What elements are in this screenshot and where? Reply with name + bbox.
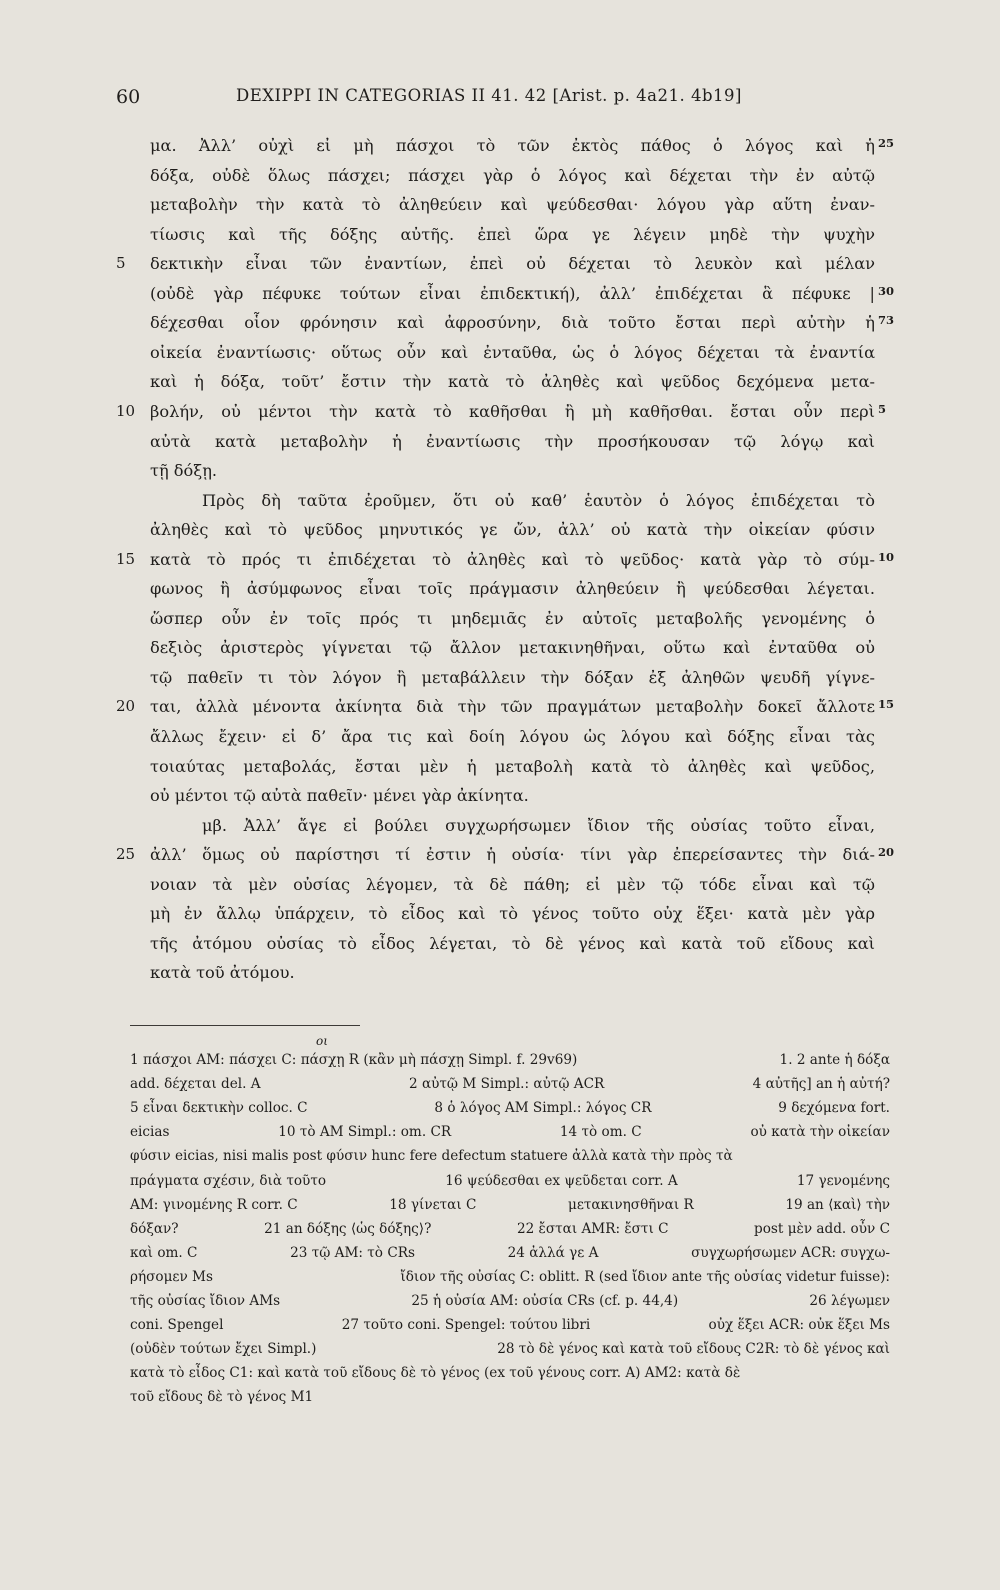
apparatus-entry: 19 an ⟨καὶ⟩ τὴν — [785, 1196, 890, 1213]
apparatus-entry: 5 εἶναι δεκτικὴν colloc. C — [130, 1100, 308, 1117]
text-line — [0, 875, 1000, 905]
text-line — [0, 402, 1000, 432]
apparatus-entry: τῆς οὐσίας ἴδιον AMs — [130, 1293, 281, 1309]
line-text: οἰκεία ἐναντίωσις· οὕτως οὖν καὶ ἐνταῦθα, ὡς ὁ λόγος δέχεται τὰ ἐναντία — [150, 342, 875, 362]
apparatus-entry: coni. Spengel — [130, 1317, 224, 1334]
line-text: τῷ παθεῖν τι τὸν λόγον ἢ μεταβάλλειν τὴν δόξαν ἐξ ἀληθῶν ψευδῆ γίγνε- — [150, 667, 875, 687]
text-line — [0, 904, 1000, 934]
apparatus-line — [130, 1124, 890, 1148]
text-line — [0, 727, 1000, 757]
apparatus-entry: 8 ὁ λόγος AM Simpl.: λόγος CR — [434, 1100, 652, 1117]
line-text: ἀληθὲς καὶ τὸ ψεῦδος μηνυτικός γε ὤν, ἀλλ’ οὐ κατὰ τὴν οἰκείαν φύσιν — [150, 520, 875, 540]
line-text: καὶ ἡ δόξα, τοῦτ’ ἔστιν τὴν κατὰ τὸ ἀληθὲς καὶ ψεῦδος δεχόμενα μετα- — [150, 372, 875, 392]
text-line — [0, 166, 1000, 196]
line-text: δεξιὸς ἀριστερὸς γίγνεται τῷ ἄλλον μετακινηθῆναι, οὕτω καὶ ἐνταῦθα οὐ — [150, 638, 875, 658]
line-number: 20 — [116, 697, 136, 716]
apparatus-entry: 16 ψεύδεσθαι ex ψεῦδεται corr. A — [445, 1172, 678, 1189]
apparatus-entry: 1 πάσχοι AM: πάσχει C: πάσχῃ R (κἂν μὴ πάσχῃ Simpl. f. 29v69) — [130, 1052, 578, 1068]
apparatus-entry: τοῦ εἴδους δὲ τὸ γένος M1 — [130, 1389, 314, 1406]
text-line — [0, 225, 1000, 255]
apparatus-entry: 2 αὐτῷ M Simpl.: αὐτῷ ACR — [408, 1076, 605, 1093]
apparatus-entry: 22 ἔσται AMR: ἔστι C — [516, 1220, 669, 1237]
margin-reference: 5 — [878, 401, 887, 416]
text-line — [0, 343, 1000, 373]
text-line — [0, 520, 1000, 550]
line-text: κατὰ τὸ πρός τι ἐπιδέχεται τὸ ἀληθὲς καὶ τὸ ψεῦδος· κατὰ γὰρ τὸ σύμ- — [150, 549, 875, 569]
apparatus-entry: οὐ κατὰ τὴν οἰκείαν — [750, 1124, 890, 1141]
running-title: DEXIPPI IN CATEGORIAS II 41. 42 [Arist. p. 4a21. 4b19] — [236, 86, 742, 105]
line-text: ἀλλ’ ὅμως οὐ παρίστησι τί ἐστιν ἡ οὐσία· τίνι γὰρ ἐπερείσαντες τὴν διά- — [150, 845, 875, 865]
apparatus-entry: 23 τῷ AM: τὸ CRs — [290, 1244, 415, 1261]
line-text: δεκτικὴν εἶναι τῶν ἐναντίων, ἐπεὶ οὐ δέχεται τὸ λευκὸν καὶ μέλαν — [150, 254, 875, 274]
apparatus-line — [130, 1197, 890, 1221]
line-number: 10 — [116, 401, 136, 420]
text-line — [0, 697, 1000, 727]
line-text: μεταβολὴν τὴν κατὰ τὸ ἀληθεύειν καὶ ψεύδεσθαι· λόγου γὰρ αὕτη ἐναν- — [150, 195, 875, 215]
text-line — [0, 491, 1000, 521]
margin-reference: 10 — [878, 549, 895, 564]
line-text: τῆς ἀτόμου οὐσίας τὸ εἶδος λέγεται, τὸ δὲ γένος καὶ κατὰ τοῦ εἴδους καὶ — [150, 933, 875, 953]
apparatus-line — [130, 1293, 890, 1317]
line-text: φωνος ἢ ἀσύμφωνος εἶναι τοῖς πράγμασιν ἀληθεύειν ἢ ψεύδεσθαι λέγεται. — [150, 579, 875, 599]
apparatus-line — [130, 1341, 890, 1365]
margin-reference: 73 — [878, 313, 895, 328]
text-line — [0, 372, 1000, 402]
line-text: Πρὸς δὴ ταῦτα ἐροῦμεν, ὅτι οὐ καθ’ ἑαυτὸν ὁ λόγος ἐπιδέχεται τὸ — [202, 490, 875, 510]
apparatus-line — [130, 1221, 890, 1245]
line-text: μὴ ἐν ἄλλῳ ὑπάρχειν, τὸ εἶδος καὶ τὸ γένος τοῦτο οὐχ ἕξει· κατὰ μὲν γὰρ — [150, 904, 875, 924]
text-line — [0, 136, 1000, 166]
line-text: ἄλλως ἔχειν· εἰ δ’ ἄρα τις καὶ δοίη λόγου ὡς λόγου καὶ δόξης εἶναι τὰς — [150, 727, 875, 746]
footnote-rule — [130, 1025, 360, 1026]
apparatus-line — [130, 1317, 890, 1341]
line-text: ται, ἀλλὰ μένοντα ἀκίνητα διὰ τὴν τῶν πραγμάτων μεταβολὴν δοκεῖ ἄλλοτε — [150, 697, 875, 717]
apparatus-line — [130, 1389, 890, 1413]
text-line — [0, 550, 1000, 580]
text-line — [0, 284, 1000, 314]
apparatus-line — [130, 1245, 890, 1269]
apparatus-entry: 25 ἡ οὐσία AM: οὐσία CRs (cf. p. 44,4) — [411, 1293, 679, 1309]
apparatus-entry: ἴδιον τῆς οὐσίας C: oblitt. R (sed ἴδιον ante τῆς οὐσίας videtur fuisse): — [400, 1268, 890, 1285]
line-text: τῇ δόξῃ. — [150, 461, 218, 481]
line-text: αὐτὰ κατὰ μεταβολὴν ἡ ἐναντίωσις τὴν προσήκουσαν τῷ λόγῳ καὶ — [150, 431, 875, 451]
apparatus-line — [130, 1100, 890, 1124]
apparatus-entry: ρήσομεν Ms — [130, 1268, 213, 1285]
line-text: (οὐδὲ γὰρ πέφυκε τούτων εἶναι ἐπιδεκτική), ἀλλ’ ἐπιδέχεται ἃ πέφυκε | — [150, 283, 875, 303]
text-line — [0, 609, 1000, 639]
line-number: 15 — [116, 549, 136, 568]
apparatus-entry: 26 λέγωμεν — [809, 1293, 890, 1309]
text-line — [0, 461, 1000, 491]
line-text: νοιαν τὰ μὲν οὐσίας λέγομεν, τὰ δὲ πάθη; εἰ μὲν τῷ τόδε εἶναι καὶ τῷ — [150, 874, 875, 894]
apparatus-entry: post μὲν add. οὖν C — [754, 1220, 890, 1237]
apparatus-entry: φύσιν eicias, nisi malis post φύσιν hunc fere defectum statuere ἀλλὰ κατὰ τὴν πρὸς τὰ — [130, 1148, 733, 1165]
margin-reference: 20 — [878, 845, 895, 860]
text-line — [0, 934, 1000, 964]
apparatus-entry: συγχωρήσωμεν ACR: συγχω- — [691, 1244, 890, 1261]
text-line — [0, 757, 1000, 787]
line-text: τίωσις καὶ τῆς δόξης αὐτῆς. ἐπεὶ ὥρα γε λέγειν μηδὲ τὴν ψυχὴν — [150, 224, 875, 244]
line-text: δόξα, οὐδὲ ὅλως πάσχει; πάσχει γὰρ ὁ λόγος καὶ δέχεται τὴν ἐν αὐτῷ — [150, 165, 875, 185]
page-header — [116, 86, 846, 116]
apparatus-entry: 9 δεχόμενα fort. — [778, 1100, 890, 1117]
line-text: δέχεσθαι οἷον φρόνησιν καὶ ἀφροσύνην, διὰ τοῦτο ἔσται περὶ αὐτὴν ἡ — [150, 313, 875, 333]
text-line — [0, 638, 1000, 668]
apparatus-entry: 28 τὸ δὲ γένος καὶ κατὰ τοῦ εἴδους C2R: τὸ δὲ γένος καὶ — [497, 1341, 890, 1358]
apparatus-entry: add. δέχεται del. A — [130, 1076, 261, 1093]
margin-reference: 15 — [878, 697, 895, 712]
apparatus-entry: κατὰ τὸ εἶδος C1: καὶ κατὰ τοῦ εἴδους δὲ τὸ γένος (ex τοῦ γένους corr. A) AM2: κατὰ δὲ — [130, 1365, 741, 1382]
line-text: οὐ μέντοι τῷ αὐτὰ παθεῖν· μένει γὰρ ἀκίνητα. — [150, 786, 529, 806]
apparatus-entry: 17 γενομένης — [796, 1172, 890, 1189]
apparatus-entry: πράγματα σχέσιν, διὰ τοῦτο — [130, 1172, 327, 1189]
line-number: 25 — [116, 845, 136, 864]
line-number: 5 — [116, 254, 126, 273]
text-line — [0, 816, 1000, 846]
line-text: μβ. Ἀλλ’ ἄγε εἰ βούλει συγχωρήσωμεν ἴδιον τῆς οὐσίας τοῦτο εἶναι, — [202, 815, 875, 835]
apparatus-entry: 14 τὸ om. C — [559, 1124, 642, 1141]
apparatus-line — [130, 1173, 890, 1197]
apparatus-entry: 18 γίνεται C — [389, 1196, 477, 1213]
apparatus-entry: 27 τοῦτο coni. Spengel: τούτου libri — [341, 1317, 591, 1334]
text-line — [0, 845, 1000, 875]
apparatus-entry: οὐχ ἕξει ACR: οὐκ ἕξει Ms — [708, 1317, 890, 1334]
line-text: ὥσπερ οὖν ἐν τοῖς πρός τι μηδεμιᾶς ἐν αὐτοῖς μεταβολῆς γενομένης ὁ — [150, 608, 875, 628]
text-line — [0, 313, 1000, 343]
line-text: τοιαύτας μεταβολάς, ἔσται μὲν ἡ μεταβολὴ κατὰ τὸ ἀληθὲς καὶ ψεῦδος, — [150, 756, 875, 776]
margin-reference: 30 — [878, 283, 895, 298]
apparatus-line — [130, 1076, 890, 1100]
line-text: μα. Ἀλλ’ οὐχὶ εἰ μὴ πάσχοι τὸ τῶν ἐκτὸς πάθος ὁ λόγος καὶ ἡ — [150, 136, 875, 155]
text-line — [0, 254, 1000, 284]
apparatus-entry: δόξαν? — [130, 1220, 179, 1237]
apparatus-entry: AM: γινομένης R corr. C — [130, 1196, 298, 1213]
page-number: 60 — [116, 86, 141, 108]
apparatus-entry: 1. 2 ante ἡ δόξα — [779, 1052, 890, 1068]
apparatus-entry: μετακινησθῆναι R — [567, 1196, 694, 1213]
apparatus-line — [130, 1052, 890, 1076]
margin-reference: 25 — [878, 136, 895, 150]
apparatus-line — [130, 1365, 890, 1389]
apparatus-entry: (οὐδὲν τούτων ἔχει Simpl.) — [130, 1341, 317, 1358]
apparatus-line — [130, 1148, 890, 1172]
text-line — [0, 963, 1000, 993]
apparatus-entry: 4 αὐτῆς] an ἡ αὐτή? — [752, 1076, 890, 1093]
text-line — [0, 432, 1000, 462]
text-line — [0, 786, 1000, 816]
apparatus-entry: καὶ om. C — [130, 1244, 198, 1261]
text-line — [0, 579, 1000, 609]
apparatus-entry: 21 an δόξης ⟨ὡς δόξης⟩? — [264, 1220, 432, 1237]
line-text: βολήν, οὐ μέντοι τὴν κατὰ τὸ καθῆσθαι ἢ μὴ καθῆσθαι. ἔσται οὖν περὶ — [150, 401, 875, 421]
line-text: κατὰ τοῦ ἀτόμου. — [150, 963, 295, 983]
apparatus-superscript: οι — [316, 1034, 328, 1048]
apparatus-entry: 10 τὸ AM Simpl.: om. CR — [278, 1124, 452, 1141]
text-line — [0, 668, 1000, 698]
apparatus-entry: eicias — [130, 1124, 170, 1141]
text-line — [0, 195, 1000, 225]
apparatus-entry: 24 ἀλλά γε A — [507, 1244, 599, 1261]
apparatus-line — [130, 1269, 890, 1293]
